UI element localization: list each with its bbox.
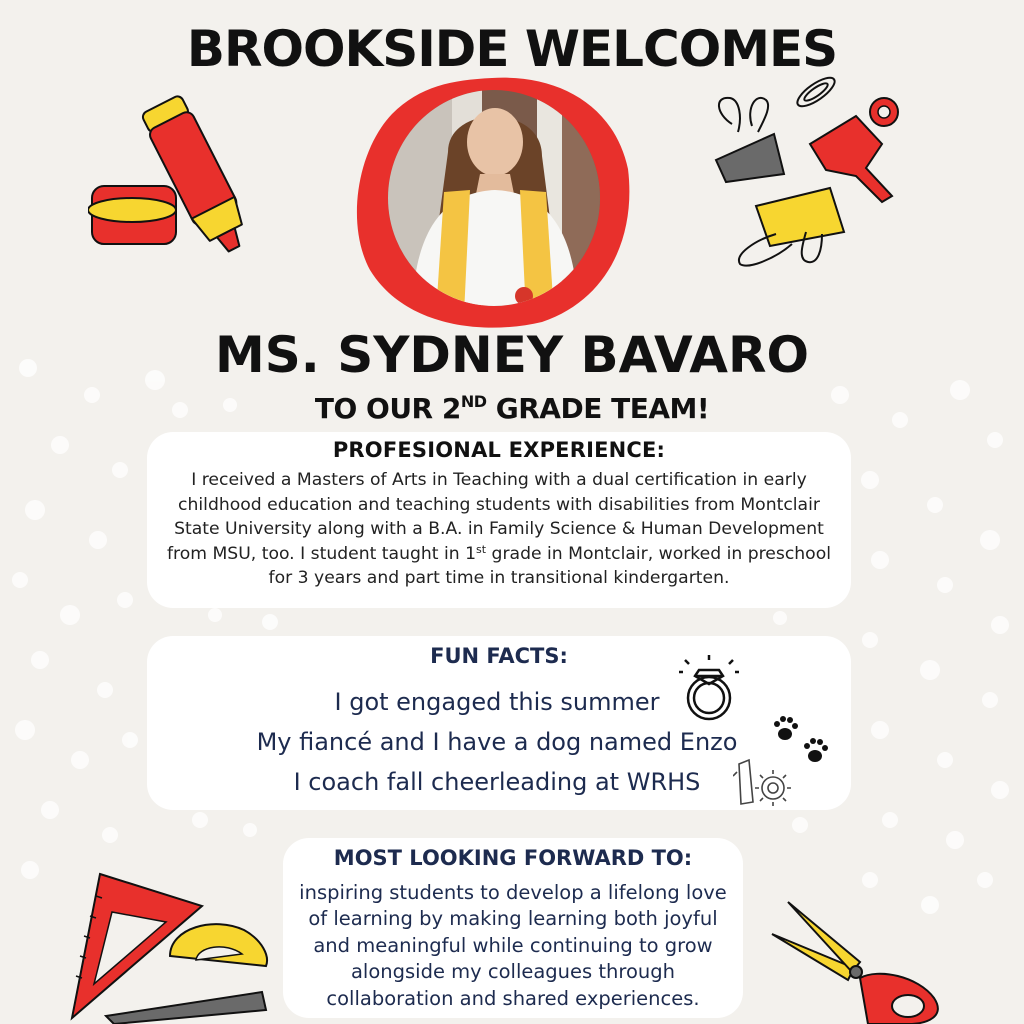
experience-body: I received a Masters of Arts in Teaching with a dual certification in early childhood education and teaching students with disabilities from Montclair State University along with a B.A. in Family Science & Human Development from MSU, too. I student taught in 1st grade in Montclair, worked in preschool for 3 years and part time in transitional kindergarten.	[167, 470, 831, 589]
megaphone-icon	[733, 754, 795, 810]
fun-facts-card	[147, 636, 851, 810]
highlighter-marker-icon	[88, 78, 280, 260]
looking-forward-body: inspiring students to develop a lifelong love of learning by making learning both joyful and meaningful while continuing to grow alongside my colleagues through collaboration and shared experiences.	[299, 881, 727, 1010]
looking-forward-card	[283, 838, 743, 1018]
scissors-icon	[768, 898, 948, 1024]
ruler-protractor-icon	[66, 866, 280, 1024]
experience-card	[147, 432, 851, 608]
teacher-name: MS. SYDNEY BAVARO	[215, 326, 809, 384]
binder-clips-icon	[706, 74, 912, 270]
experience-title: PROFESIONAL EXPERIENCE:	[332, 438, 666, 462]
subtitle: TO OUR 2ND GRADE TEAM!	[314, 392, 710, 425]
looking-forward-title: MOST LOOKING FORWARD TO:	[333, 846, 693, 870]
profile-photo	[352, 74, 634, 332]
fun-facts-title: FUN FACTS:	[430, 644, 568, 668]
fun-fact-item: I coach fall cheerleading at WRHS	[293, 768, 701, 796]
fun-fact-item: My fiancé and I have a dog named Enzo	[256, 728, 738, 756]
page-title: BROOKSIDE WELCOMES	[186, 20, 838, 78]
ring-icon	[679, 652, 739, 722]
fun-fact-item: I got engaged this summer	[334, 688, 660, 716]
